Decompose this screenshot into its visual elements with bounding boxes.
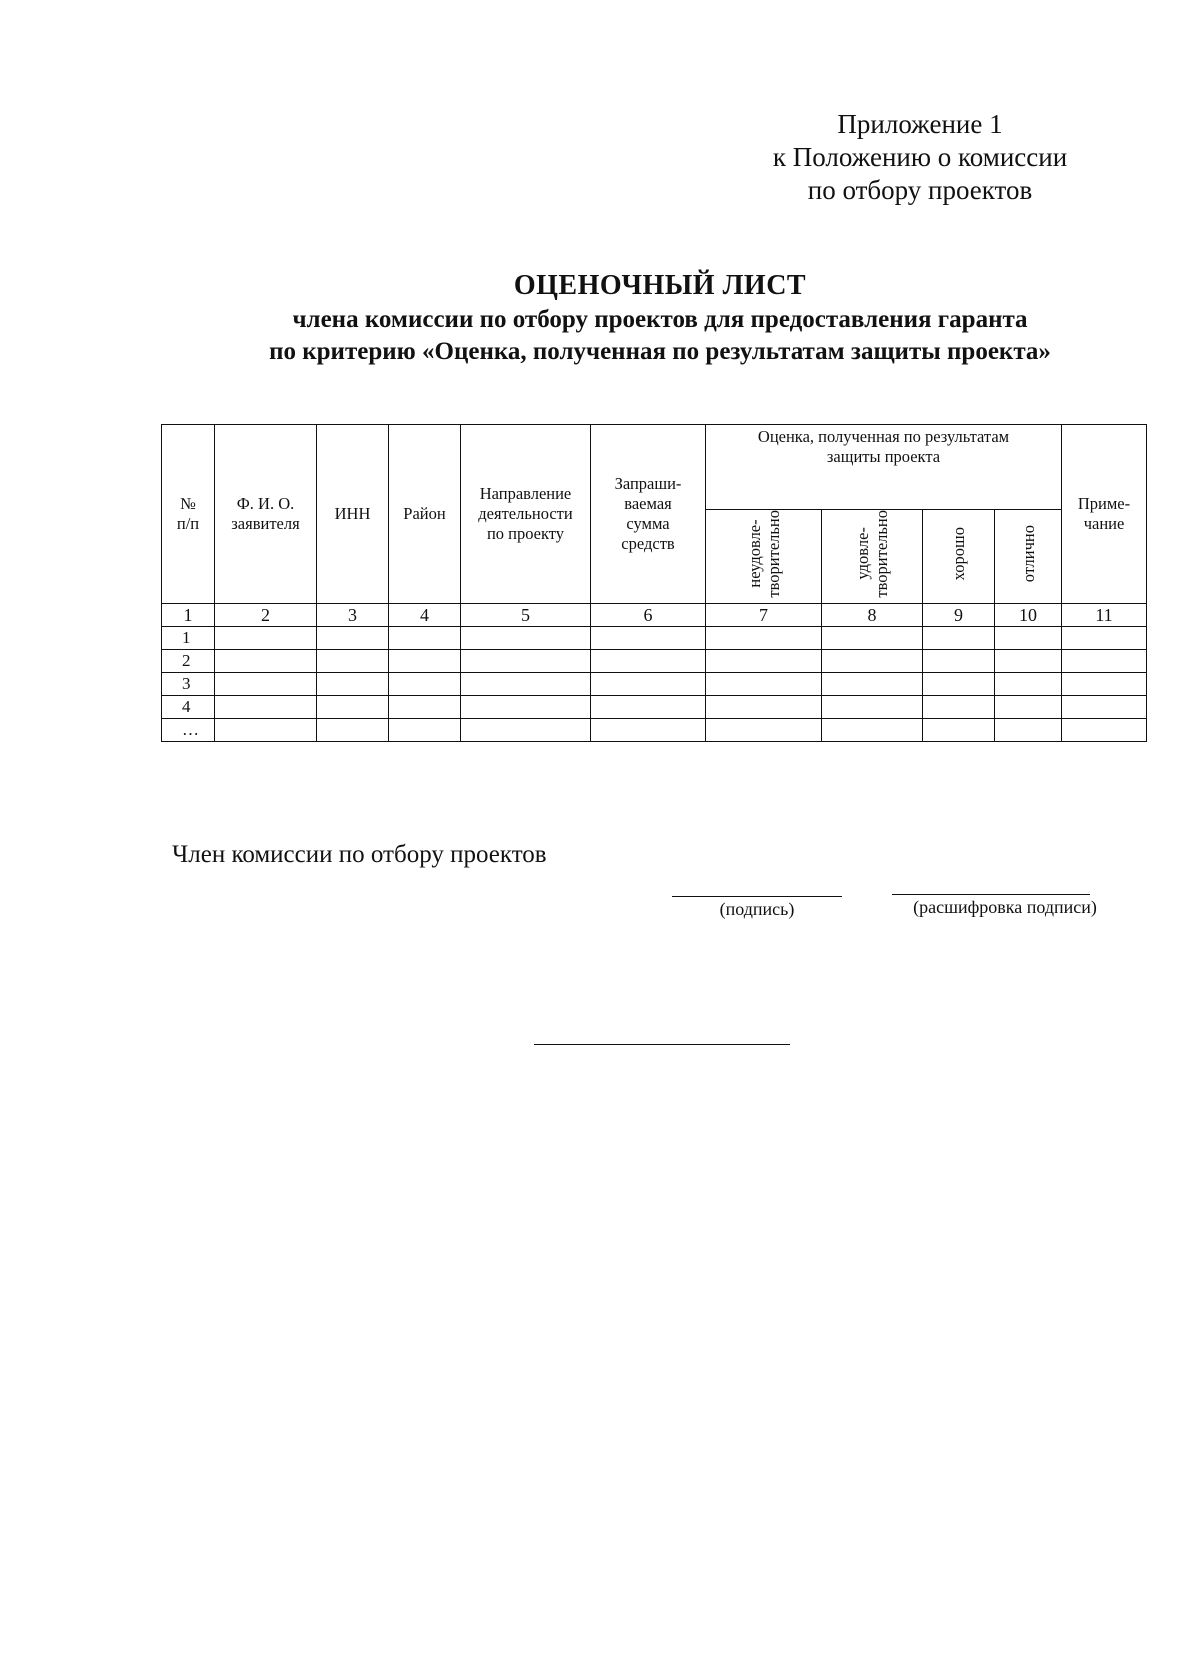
cell (995, 626, 1062, 649)
cell (215, 695, 317, 718)
cell (822, 649, 923, 672)
column-number: 8 (822, 603, 923, 626)
column-number: 7 (706, 603, 822, 626)
cell (317, 649, 389, 672)
cell (389, 626, 461, 649)
cell (591, 695, 706, 718)
cell (1062, 626, 1147, 649)
column-number: 2 (215, 603, 317, 626)
row-number: … (162, 718, 215, 741)
title-main: ОЦЕНОЧНЫЙ ЛИСТ (513, 270, 807, 301)
cell (461, 626, 591, 649)
cell (1062, 672, 1147, 695)
cell (215, 626, 317, 649)
cell (317, 626, 389, 649)
cell (389, 718, 461, 741)
table-row (162, 649, 1147, 672)
cell (317, 672, 389, 695)
cell (923, 695, 995, 718)
table-row (162, 695, 1147, 718)
cell (1062, 718, 1147, 741)
column-number: 11 (1062, 603, 1147, 626)
evaluation-table (161, 424, 1147, 742)
cell (461, 695, 591, 718)
cell (995, 695, 1062, 718)
cell (706, 718, 822, 741)
cell (706, 649, 822, 672)
table-row (162, 672, 1147, 695)
column-number: 9 (923, 603, 995, 626)
cell (591, 626, 706, 649)
cell (923, 718, 995, 741)
closing-separator-line (534, 1044, 790, 1045)
header-satisfactory: удовле- творительно (822, 510, 923, 604)
cell (995, 649, 1062, 672)
cell (389, 649, 461, 672)
header-number: № п/п (162, 425, 215, 604)
cell (995, 672, 1062, 695)
table-row (162, 626, 1147, 649)
column-number: 1 (162, 603, 215, 626)
signature-caption: (подпись) (719, 899, 795, 919)
cell (461, 672, 591, 695)
cell (215, 672, 317, 695)
header-amount: Запраши- ваемая сумма средств (591, 425, 706, 604)
header-note: Приме- чание (1062, 425, 1147, 604)
cell (1062, 695, 1147, 718)
cell (215, 718, 317, 741)
cell (591, 649, 706, 672)
header-inn: ИНН (317, 425, 389, 604)
cell (389, 672, 461, 695)
column-number: 6 (591, 603, 706, 626)
row-number: 3 (162, 672, 215, 695)
header-score-group: Оценка, полученная по результатам защиты проекта (706, 425, 1062, 510)
header-direction: Направление деятельности по проекту (461, 425, 591, 604)
header-good: хорошо (923, 510, 995, 604)
header-excellent: отлично (995, 510, 1062, 604)
cell (706, 695, 822, 718)
cell (923, 626, 995, 649)
cell (822, 695, 923, 718)
header-unsatisfactory: неудовле- творительно (706, 510, 822, 604)
row-number: 1 (162, 626, 215, 649)
cell (215, 649, 317, 672)
header-district: Район (389, 425, 461, 604)
column-number: 5 (461, 603, 591, 626)
appendix-line-3: по отбору проектов (807, 175, 1033, 205)
title-line-3: по критерию «Оценка, полученная по результатам защиты проекта» (269, 338, 1051, 365)
cell (317, 695, 389, 718)
header-fio: Ф. И. О. заявителя (215, 425, 317, 604)
cell (822, 718, 923, 741)
column-number-row (162, 603, 1147, 626)
cell (706, 672, 822, 695)
cell (995, 718, 1062, 741)
cell (317, 718, 389, 741)
column-number: 3 (317, 603, 389, 626)
cell (706, 626, 822, 649)
column-number: 4 (389, 603, 461, 626)
title-line-2: члена комиссии по отбору проектов для предоставления гаранта (292, 306, 1028, 333)
cell (923, 672, 995, 695)
cell (822, 626, 923, 649)
cell (389, 695, 461, 718)
table-row (162, 718, 1147, 741)
commission-member-label: Член комиссии по отбору проектов (172, 841, 547, 868)
appendix-reference (740, 108, 1100, 207)
decoding-caption: (расшифровка подписи) (913, 897, 1097, 917)
appendix-line-1: Приложение 1 (837, 109, 1003, 139)
cell (591, 672, 706, 695)
row-number: 2 (162, 649, 215, 672)
cell (461, 718, 591, 741)
appendix-line-2: к Положению о комиссии (772, 142, 1068, 172)
cell (822, 672, 923, 695)
cell (591, 718, 706, 741)
decoding-line (892, 894, 1090, 895)
signature-line (672, 896, 842, 897)
column-number: 10 (995, 603, 1062, 626)
cell (923, 649, 995, 672)
row-number: 4 (162, 695, 215, 718)
cell (1062, 649, 1147, 672)
cell (461, 649, 591, 672)
document-title (160, 268, 1160, 368)
